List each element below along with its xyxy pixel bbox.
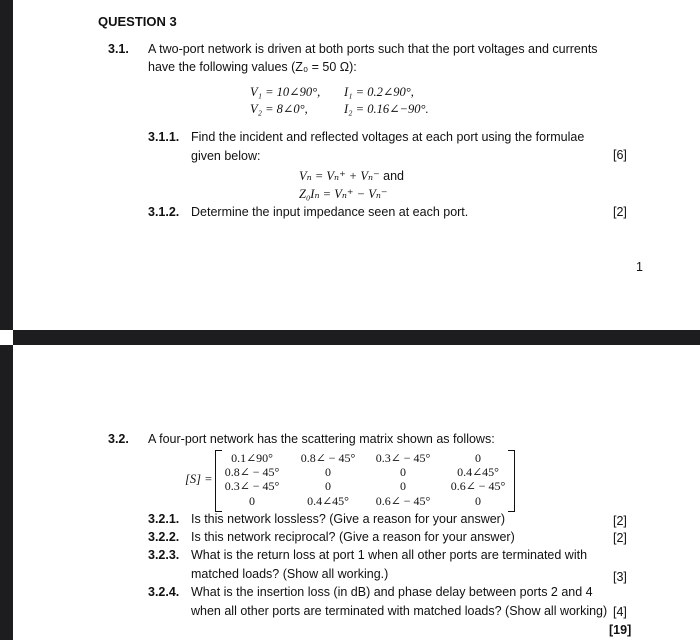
scattering-matrix xyxy=(215,450,515,510)
matrix-cell-3-3: 0 xyxy=(400,479,406,493)
matrix-cell-4-2: 0.4∠45° xyxy=(307,494,349,508)
question-title: QUESTION 3 xyxy=(98,14,177,29)
q311-number: 3.1.1. xyxy=(148,130,180,144)
q312-text: Determine the input impedance seen at each port. xyxy=(191,205,469,219)
q324-text-line2: when all other ports are terminated with matched loads? (Show all working) xyxy=(191,604,608,618)
matrix-cell-4-4: 0 xyxy=(475,494,481,508)
q323-number: 3.2.3. xyxy=(148,548,180,562)
matrix-cell-1-3: 0.3∠ − 45° xyxy=(375,451,431,465)
q31-eq-i1: I₁ = 0.2∠90°, xyxy=(344,85,414,99)
matrix-cell-2-1: 0.8∠ − 45° xyxy=(224,465,280,479)
q322-number: 3.2.2. xyxy=(148,530,180,544)
q322-marks: [2] xyxy=(613,531,627,545)
q311-formula2: Z₀Iₙ = Vₙ⁺ − Vₙ⁻ xyxy=(299,187,388,201)
q311-formula1 xyxy=(299,168,404,184)
matrix-cell-2-3: 0 xyxy=(400,465,406,479)
q311-text-line2: given below: xyxy=(191,149,261,163)
q31-text-line1: A two-port network is driven at both ports such that the port voltages and currents xyxy=(148,42,598,56)
q31-eq-i2: I₂ = 0.16∠−90°. xyxy=(344,102,429,116)
matrix-cell-1-1: 0.1∠90° xyxy=(231,451,273,465)
q324-number: 3.2.4. xyxy=(148,585,180,599)
q32-number: 3.2. xyxy=(108,432,129,446)
q311-text-line1: Find the incident and reflected voltages at each port using the formulae xyxy=(191,130,585,144)
q324-marks: [4] xyxy=(613,605,627,619)
q312-marks: [2] xyxy=(613,205,627,219)
q31-number: 3.1. xyxy=(108,42,129,56)
q32-text: A four-port network has the scattering matrix shown as follows: xyxy=(148,432,495,446)
matrix-cell-2-2: 0 xyxy=(325,465,331,479)
q311-marks: [6] xyxy=(613,148,627,162)
q31-text-line2: have the following values (Z₀ = 50 Ω): xyxy=(148,60,357,74)
q311-formula1-suffix: and xyxy=(379,169,405,183)
left-frame-edge-top xyxy=(0,0,13,330)
q321-text: Is this network lossless? (Give a reason for your answer) xyxy=(191,512,506,526)
page-number: 1 xyxy=(636,260,643,274)
matrix-cell-4-3: 0.6∠ − 45° xyxy=(375,494,431,508)
q321-marks: [2] xyxy=(613,514,627,528)
matrix-cell-3-4: 0.6∠ − 45° xyxy=(450,479,506,493)
matrix-label: [S] = xyxy=(185,472,213,486)
q322-text: Is this network reciprocal? (Give a reason for your answer) xyxy=(191,530,515,544)
matrix-cell-1-4: 0 xyxy=(475,451,481,465)
q31-eq-v2: V₂ = 8∠0°, xyxy=(250,102,308,116)
q311-formula1-expr: Vₙ = Vₙ⁺ + Vₙ⁻ xyxy=(299,169,380,183)
q324-text-line1: What is the insertion loss (in dB) and phase delay between ports 2 and 4 xyxy=(191,585,593,599)
q323-marks: [3] xyxy=(613,570,627,584)
left-frame-edge-bottom xyxy=(0,345,13,640)
matrix-cell-3-2: 0 xyxy=(325,479,331,493)
matrix-cell-1-2: 0.8∠ − 45° xyxy=(300,451,356,465)
matrix-cell-2-4: 0.4∠45° xyxy=(457,465,499,479)
total-marks: [19] xyxy=(609,623,632,637)
q312-number: 3.1.2. xyxy=(148,205,180,219)
q321-number: 3.2.1. xyxy=(148,512,180,526)
q323-text-line2: matched loads? (Show all working.) xyxy=(191,567,389,581)
q323-text-line1: What is the return loss at port 1 when all other ports are terminated with xyxy=(191,548,588,562)
page-separator-band xyxy=(13,330,700,345)
matrix-cell-3-1: 0.3∠ − 45° xyxy=(224,479,280,493)
q31-eq-v1: V₁ = 10∠90°, xyxy=(250,85,321,99)
matrix-cell-4-1: 0 xyxy=(249,494,255,508)
